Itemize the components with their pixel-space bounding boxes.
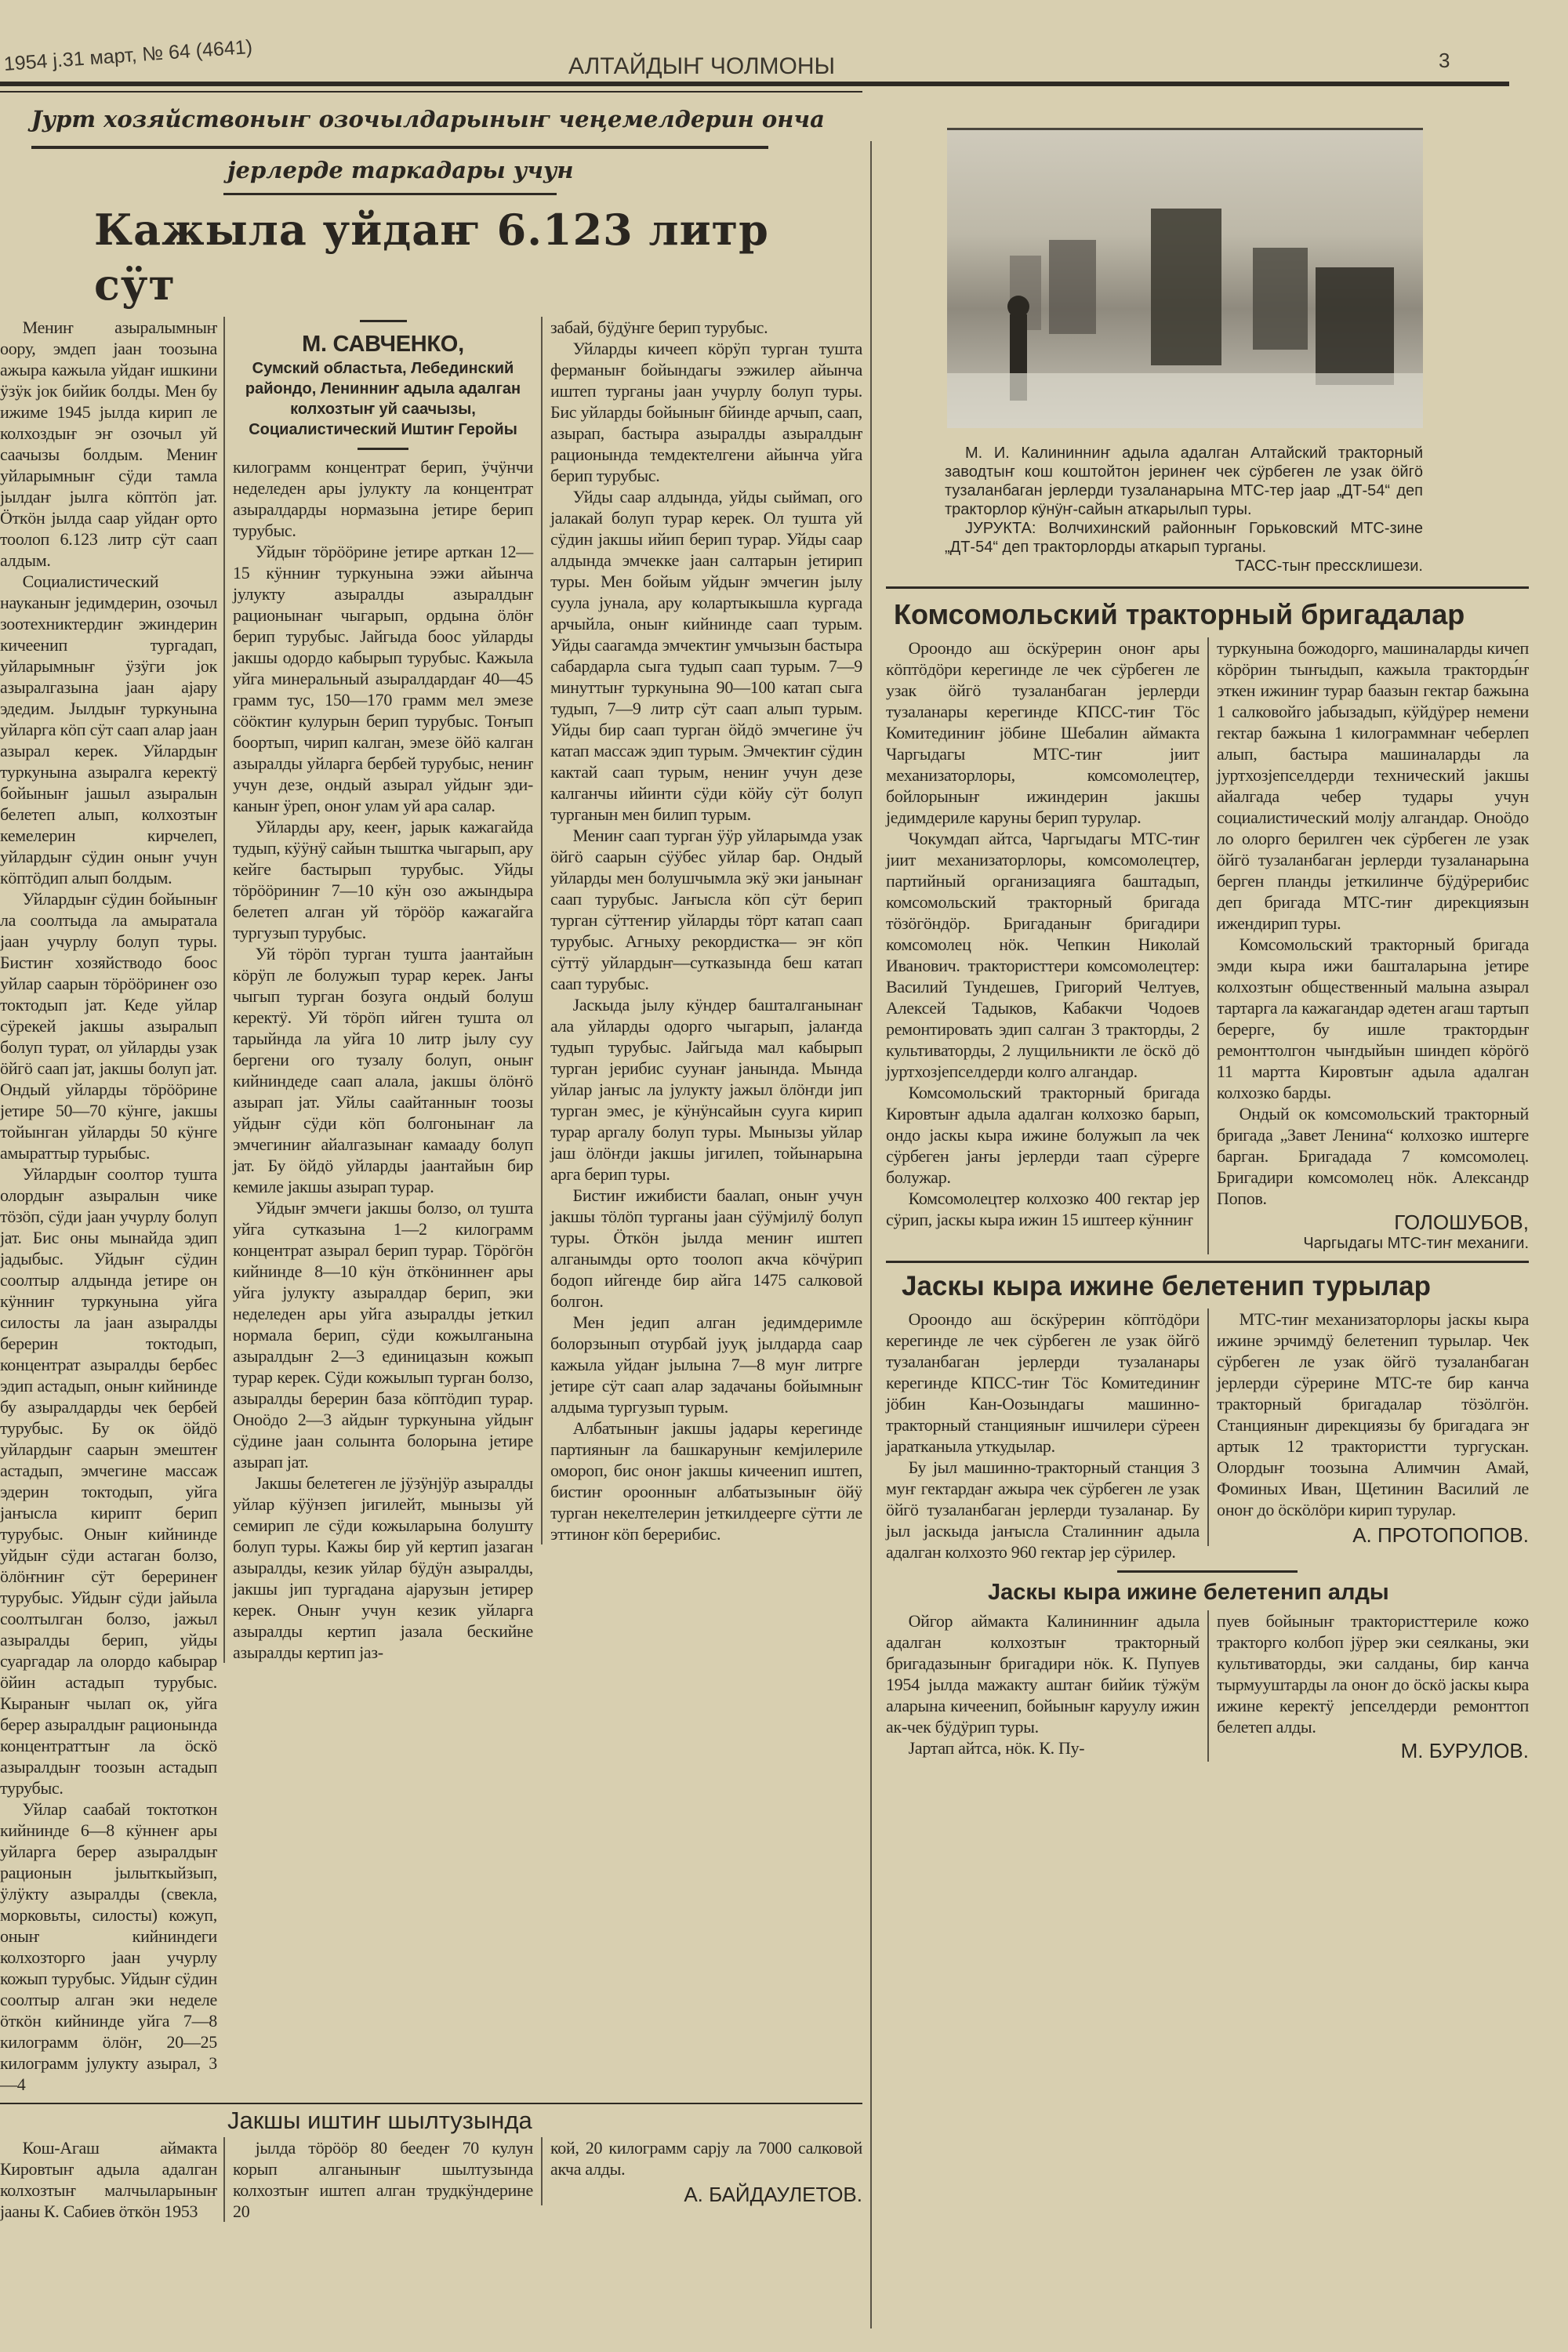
paragraph: Мениҥ саап турган ӱӱр уйларымда узак ӧйгӧ саарын сӱӱбес уйлар бар. Ондый уйларды мен болушчымла экӱ эки јанынаҥ саап турубыс. Јаҥысла кӧп сӱт берип турган сӱттеҥир уйларды тӧрт катап саап турубыс. Агныху рекордистка— эҥ кӧп сӱттӱ уйлардыҥ—сутказында беш катап саап турубыс. [550,826,862,993]
paragraph: Комсомольский тракторный бригада эмди кыра ижи башталарына јетире колхозтыҥ общественный малына азырал тартарга ла кажагандар әдетен агаш тартып берерге, бу ишле трактордыҥ ремонттолгон чыҥдыйын шиндеп кӧрӧгӧ 11 мартта Кировтыҥ адыла адалган колхозко барды. [1217,935,1529,1102]
article-body [0,2137,862,2222]
article-column-2 [1207,1308,1529,1546]
paragraph: Јакшы белетеген ле јӱзӱнјӱр азыралды уйлар кӱӱнзеп јигилейт, мынызы уй семирип ле сӱди кожыларына болушту болуп туры. Кажы бир уй кертип јазаган азыралды, кезик уйлар бӱдӱн азыралды, јакшы јип тургадана ајарузын јетирер керек. Оныҥ учун кезик уйларга азыралды кертип јазала бескийне азыралды кертип јаз- [233,1473,533,1662]
article-column-2 [1207,637,1529,1254]
paragraph: забай, бӱдӱнге берип турубыс. [550,318,768,337]
article-title: Јаскы кыра ижине белетенип алды [988,1580,1389,1605]
paragraph: килограмм концентрат берип, ӱчӱнчи неделеден ары јулукту ла концентрат азыралдарды нормазына јетире берип турубыс. [233,457,533,540]
author-signature: ГОЛОШУБОВ, [1394,1210,1529,1234]
article-column-2 [1207,1610,1529,1762]
paragraph: јылда тӧрӧӧр 80 беедеҥ 70 кулун корып алганыныҥ шылтузында колхозтыҥ иштеп алган трудкӱндерине 20 [233,2138,533,2221]
divider [360,320,407,322]
paragraph: Ондый ок комсомольский тракторный бригада „Завет Ленина“ колхозко иштерге барган. Бригадада 7 комсомолец. Бригадири комсомолец нӧк. Александр Попов. [1217,1104,1529,1208]
issue-date: 1954 j.31 март, № 64 (4641) [3,35,253,75]
author-signature: А. БАЙДАУЛЕТОВ. [684,2183,862,2206]
author-name: М. САВЧЕНКО, [302,332,464,357]
right-section [886,128,1529,1762]
paragraph: Социалистический науканыҥ једимдерин, озочыл зоотехниктердиҥ эжиндерин кичеенип тургадап, уйларымныҥ ӱзӱги јок азыралгазына јаан ајару эдедим. Јылдыҥ туркунына уйларга кӧп сӱт саап алар јаан азырал керек. Уйлардыҥ туркунына азыралга керектӱ бойыныҥ јашыл азыралын белетеп алып, колхозтыҥ кемелерин кирчелеп, уйлардыҥ сӱдин оныҥ учун кӧптӧдип алып болдым. [0,572,217,887]
paragraph: Уйлардыҥ соолтор тушта олордыҥ азыралын чике тӧзӧп, сӱди јаан учурлу болуп јат. Бис оны мынайда эдип јадыбыс. Уйдыҥ сӱдин соолтыр алдында јетире он кӱнниҥ туркунына уйга силосты ла јаан азыралды берерин токтодып, концентрат азыралды бербес эдип астадып, оныҥ кийнинде бу азыралдарды чек бербей турубыс. Бу ок ӧйдӧ уйлардыҥ саарын эмештеҥ астадып, эмчегине массаж эдерин токтодып, уйга јаҥысла кирипт берип турубыс. Оныҥ кийнинде уйдыҥ сӱди астаган болзо, ӧлӧҥниҥ сӱт береринеҥ турубыс. Уйдыҥ сӱди јайыла соолтылган болзо, јажыл азыралды берип, уйды суаргадар ла олордо кабырар ӧйин астадып турубыс. Кыраныҥ чылап ок, уйга берер азыралдыҥ рационында концентраттыҥ ла ӧскӧ азыралдыҥ тоозын астадып турубыс. [0,1164,217,1798]
author-signature: М. БУРУЛОВ. [1400,1739,1529,1762]
article-column-3 [541,317,862,1544]
paragraph: Уйлардыҥ сӱдин бойыныҥ ла соолтыда ла амыратала јаан учурлу болуп туры. Бистиҥ хозяйстводо боос уйлар саарын тӧрӧӧринеҥ озо токтодып јат. Кеде уйлар сӱрекей јакшы азыралып болуп турат, ол уйларды узак ӧйгӧ саап јат, јакшы болуп јат. Ондый уйларды тӧрӧӧрине јетире 50—70 кӱнге, јакшы тойынган уйларды 50 кӱнге амыраттыр турыбыс. [0,889,217,1163]
paragraph: Чокумдап айтса, Чаргыдагы МТС-тиҥ јиит механизаторлоры, комсомолецтер, партийный организацияга баштадып, комсомольский тракторный бригада тӧзӧгӧндӧр. Бригаданыҥ бригадири комсомолец нӧк. Чепкин Николай Иванович. трактористтери комсомолецтер: Василий Тундешев, Григорий Челтуев, Алексей Тадыков, Кабакчи Чодоев ремонтировать эдип салган 3 тракторды, 2 культиваторды, 2 лущильникти ле ӧскӧ дӧ јуртхозјепселдерди колго алгандар. [886,829,1200,1081]
author-signature: А. ПРОТОПОПОВ. [1352,1523,1529,1547]
article-body [886,1610,1529,1762]
masthead-rule [0,82,1509,86]
paper-name: АЛТАЙДЫҤ ЧОЛМОНЫ [568,53,836,79]
rubric-rule-2 [223,193,557,195]
masthead-rule-thin [0,91,862,93]
article-title: Јаскы кыра ижине белетенип турылар [902,1271,1432,1301]
article-title: Јакшы иштиҥ шылтузында [227,2107,532,2134]
article-column-3 [541,2137,862,2205]
article-body [886,1308,1529,1563]
divider [886,586,1529,589]
paragraph: Мениҥ азыралымныҥ оору, эмдеп јаан тоозына ажыра кажыла уйдаҥ ишкини ӱзӱк јок бийик болды. Мен бу ижиме 1945 јылда кирип ле колхоздыҥ эҥ озочыл уй саачызы болдым. Мениҥ уйларымныҥ сӱди тамла јылдаҥ јылга кӧптӧп јат. Ӧткӧн јылда саар уйдаҥ орто тоолоп 6.123 литр сӱт саап алдым. [0,318,217,570]
paragraph: Албатыныҥ јакшы јадары керегинде партияныҥ ла башкаруныҥ кемјилериле омороп, бис оноҥ јакшы кичеенип иштеп, бистиҥ ороонныҥ албатызыныҥ ӧйӱ турган некелтелерин јеткилдеерге сӱтти ле эттиноҥ кӧп берерибис. [550,1418,862,1544]
paragraph: Мен једип алган једимдеримле болорзынып отурбай јууқ јылдарда саар кажыла уйдаҥ јылына 7—8 муҥ литрге јетире сӱт саап алар задачаны бойымныҥ алдыма тургузып турым. [550,1312,862,1417]
photo-credit: ТАСС-тыҥ пресcклишези. [1235,557,1423,575]
article-column-1 [886,637,1207,1230]
article-body [886,637,1529,1254]
rubric-line-1: Јурт хозяйствоныҥ озочылдарыныҥ чеңемелдерин онча [31,106,825,132]
article-column-2 [223,2137,541,2222]
divider [358,448,408,450]
paragraph: Уйларды кичееп кӧрӱп турган тушта ферманыҥ бойындагы ээжилер айынча иштеп турганы јаан учурлу болуп туры. Бис уйларды бойыныҥ бйинде арчып, саап, азырап, бастыра азыралды азыралдыҥ рационында темдектелгени айынча уйга берип турубыс. [550,339,862,485]
paragraph: Уйды саар алдында, уйды сыймап, ого јалакай болуп турар керек. Ол тушта уй сӱдин јакшы ийип берип турар. Уйды саар алдында эмчекке јаан салтарын јетирип туры. Мен бойым уйдыҥ эмчегин јылу суула јунала, ару колартыкышла кургада арчыйла, оныҥ кийнинде саап турым. Уйды саагамда эмчектиҥ умчызын бастыра сабардарла сыга тудып саап турым. 7—9 минуттыҥ туркунына 90—100 катап сыга тудып, 7—9 литр сӱт саап алып турым. Уйды бир саап турган ӧйдӧ эмчегине ӱч катап массаж эдип турым. Эмчектиҥ сӱдин кактай саап турым, нениҥ учун дезе калганчы ийинти сӱди кӧйу сӱт болуп турганын мен билип турым. [550,487,862,824]
paragraph: пуев бойыныҥ трактористтериле кожо тракторго колбоп јӱрер эки сеялканы, эки культиваторды, эки салданы, бир канча тырмууштарды ла оноҥ до ӧскӧ јаскы кыра ижине керектӱ јепселдерди ремонттоп белетеп алды. [1217,1611,1529,1737]
caption-text: ЈУРУКТА: Волчихинский районныҥ Горьковский МТС-зине „ДТ-54“ деп тракторлорды аткарып турганы. [945,520,1423,556]
paragraph: Јартап айтса, нӧк. К. Пу- [908,1738,1085,1758]
paragraph: Уйдыҥ тӧрӧӧрине јетире арткан 12—15 кӱнниҥ туркунына ээжи айынча јулукту азыралды азыралдыҥ рационынаҥ чыгарып, ордына ӧлӧҥ берип турубыс. Јайгыда боос уйларды јакшы одордо кабырып турубыс. Кажыла уйга минеральный азыралдардаҥ 40—45 грамм тус, 150—170 грамм мел эмезе сӧӧктиҥ кулурын берип турубыс. Тоҥып боортып, чирип калган, эмезе ӧйӧ калган азыралды уйларга бербей турубыс, нениҥ учун дезе, ондый азырал уйдыҥ эди-каныҥ ӱреп, оноҥ улам уй ара салар. [233,542,533,815]
rubric-line-2: јерлерде таркадары учун [227,157,574,183]
tractor-convoy-image [947,130,1423,428]
paragraph: Бистиҥ ижибисти баалап, оныҥ учун јакшы тӧлӧп турганы јаан сӱӱмјилӱ болуп туры. Ӧткӧн јылда мениҥ иштеп алганымды орто тоолоп акча кӧчӱрип бодоп ийгенде бир айга 1475 салковой болгон. [550,1185,862,1311]
author-info: Сумский областьта, Лебединский райондо, Ленинниҥ адыла адалган колхозтыҥ уй саачызы, Социалистический Иштиҥ Геройы [245,360,521,438]
article-title: Кажыла уйдаҥ 6.123 литр сӱт [94,205,769,310]
photo-caption [945,444,1423,575]
news-photo-tractors [947,128,1423,428]
left-section [0,202,862,2222]
paragraph: Кош-Агаш аймакта Кировтыҥ адыла адалган колхозтыҥ малчыларыныҥ јааны К. Сабиев ӧткӧн 1953 [0,2138,217,2221]
caption-text: М. И. Калининниҥ адыла адалган Алтайский тракторный заводтыҥ кош коштойтон јеринеҥ чек сӱрбеген ле узак ӧйгӧ тузаланбаган јерлерди тузаланарына МТС-тер јаар „ДТ-54“ деп тракторлор кӱнӱҥ-сайын аткарылып туры. [945,445,1423,518]
paragraph: Бу јыл машинно-тракторный станция 3 муҥ гектардаҥ ажыра чек сӱрбеген ле узак ӧйгӧ тузаланбаган јерлерди тузаланар. Бу јыл јаскыда јаҥысла Сталинниҥ адыла адалган колхозто 960 гектар јер сӱрилер. [886,1457,1200,1562]
paragraph: кой, 20 килограмм сарју ла 7000 салковой акча алды. [550,2138,862,2179]
paragraph: Уйларды ару, кееҥ, јарык кажагайда тудып, кӱӱнӱ сайын тыштка чыгарып, ару кейге бастырып турубыс. Уйды тӧрӧӧриниҥ 7—10 кӱн озо ажындыра белетеп алган уй тӧрӧӧр кажагайга тургузып турубыс. [233,817,533,942]
article-column-2 [223,317,541,1663]
paragraph: МТС-тиҥ механизаторлоры јаскы кыра ижине эрчимдӱ белетенип турылар. Чек сӱрбеген ле узак ӧйгӧ тузаланбаган јерлерди сӱрерине МТС-те бир канча тракторный бригадалар тӧзӧлгӧн. Станцияныҥ дирекциязы бу бригадага эҥ артык 12 трактористти тургускан. Олордыҥ тоозына Алимчин Амай, Фоминых Иван, Щетинин Василий ле оноҥ до ӧскӧлӧри кирип турулар. [1217,1309,1529,1519]
rubric-rule [31,146,768,149]
paragraph: Комсомольский тракторный бригада Кировтыҥ адыла адалган колхозко барып, ондо јаскы кыра ижине болужып ла чек сӱрбеген јаҥы јерлерди таап сӱрерге болужар. [886,1083,1200,1187]
section-divider [870,141,872,2328]
paragraph: Ороондо аш ӧскӱрерин оноҥ ары кӧптӧдӧри керегинде ле чек сӱрбеген ле узак ӧйгӧ тузаланбаган јерлерди тузаланары керегинде КПСС-тиҥ Тӧс Комитединиҥ јӧбине Шебалин аймакта Чаргыдагы МТС-тиҥ јиит механизаторлоры, комсомолецтер, бойлорыныҥ ижиндерин јакшы једимдериле каруны берип турулар. [886,638,1200,827]
paragraph: туркунына божодорго, машиналарды кичеп кӧрӧрин тыҥыдып, кажыла тракторды́ҥ эткен ижиниҥ турар баазын гектар бажына 1 салковойго јабызадып, кӱйдӱрер немени гектар бажына 1 килограммнаҥ чеберлеп алып, бастыра машиналарды ла јуртхозјепселдерди технический јакшы айалгада чебер тудары учун социалистический молју алгандар. Оноӧдо ло олорго берилген чек сӱрбеген ле узак ӧйгӧ тузаланбаган јерлерди тузаланарына берген планды јеткилинче бӱдӱрерибис деп бригада МТС-тиҥ дирекциязын ижендирип туры. [1217,638,1529,933]
paragraph: Јаскыда јылу кӱндер башталганынаҥ ала уйларды одорго чыгарып, јалаҥда тудып турубыс. Јайгыда мал кабырып турган јерибис суунаҥ јанында. Мында уйлар јаҥыс ла јулукту јажыл ӧлӧҥди јип турган эмес, је кӱнӱнсайын сууга кирип турар аргалу болуп туры. Мынызы уйлар јаш ӧлӧҥди јакшы јигилеп, тойынарына арга берип туры. [550,995,862,1184]
paragraph: Уйлар саабай токтоткон кийнинде 6—8 кӱннеҥ ары уйларга берер азыралдыҥ рационын јылыткыйзып, ӱлӱкту азыралды (свекла, морковьты, силосты) кожуп, оныҥ кийниндеги колхозторго јаан учурлу кожып турубыс. Уйдыҥ сӱдин соолтыр алган эки неделе ӧткӧн кийнинде уйга 7—8 килограмм ӧлӧҥ, 20—25 килограмм јулукту азырал, 3—4 [0,1799,217,2094]
article-title: Комсомольский тракторный бригадалар [894,598,1465,630]
article-body [0,317,862,2095]
author-box [233,320,533,450]
divider [886,1261,1529,1263]
paragraph: Ороондо аш ӧскӱрерин кӧптӧдӧри керегинде ле чек сӱрбеген ле узак ӧйгӧ тузаланбаган јерлерди тузаланары керегинде КПСС-тиҥ Тӧс Комитединиҥ јӧбин Кан-Оозындагы машинно-тракторный станцияныҥ ишчилери сӱреен јаратканыла уткудылар. [886,1309,1200,1456]
paragraph: Ойгор аймакта Калининниҥ адыла адалган колхозтыҥ тракторный бригадазыныҥ бригадири нӧк. К. Пупуев 1954 јылда мажакту аштаҥ бийик тӱжӱм аларына кичеенип, бойыныҥ каруулу ижин ак-чек бӱдӱрип туры. [886,1611,1200,1737]
paragraph: Уйдыҥ эмчеги јакшы болзо, ол тушта уйга сутказына 1—2 килограмм концентрат азырал берип турар. Тӧрӧгӧн кийнинде 8—10 кӱн ӧткӧниннеҥ ары уйга јулукту азыралдар берип, эки неделеден ары уйга азыралды јеткил нормала берип, сӱди кожылганына азыралдыҥ 2—3 единицазын кожып турар керек. Сӱди кожылып турган болзо, азыралды берерин база кӧптӧдип турар. Оноӧдо 2—3 айдыҥ туркунына уйдыҥ сӱдине јаан солынта болорына јетире азырап јат. [233,1198,533,1472]
paragraph: Уй тӧрӧп турган тушта јаантайын кӧрӱп ле болужып турар керек. Јаҥы чыгып турган бозуга ондый болуш керектӱ. Уй тӧрӧп ийген тушта ол тарыйнда ла уйга 10 литр јылу суу бергени ого тузалу болуп, оныҥ кийниндеде саап алала, јакшы ӧлӧҥӧ азырап јат. Уйлы саайтанныҥ тоозы уйдыҥ сӱди кӧп болгонынаҥ ла эмчегиниҥ айалгазынаҥ камааду болуп јат. Бу ӧйдӧ уйларды јаантайын бир кемиле јакшы азырап турар. [233,944,533,1196]
divider [1117,1570,1298,1573]
article-column-1 [0,2137,223,2222]
page-number: 3 [1439,49,1450,72]
paragraph: Комсомолецтер колхозко 400 гектар јер сӱрип, јаскы кыра ижин 15 иштеер кӱнниҥ [886,1189,1200,1229]
article-column-1 [0,317,223,2095]
article-column-1 [886,1610,1207,1759]
article-column-1 [886,1308,1207,1563]
author-info: Чаргыдагы МТС-тиҥ механиги. [1303,1235,1529,1252]
